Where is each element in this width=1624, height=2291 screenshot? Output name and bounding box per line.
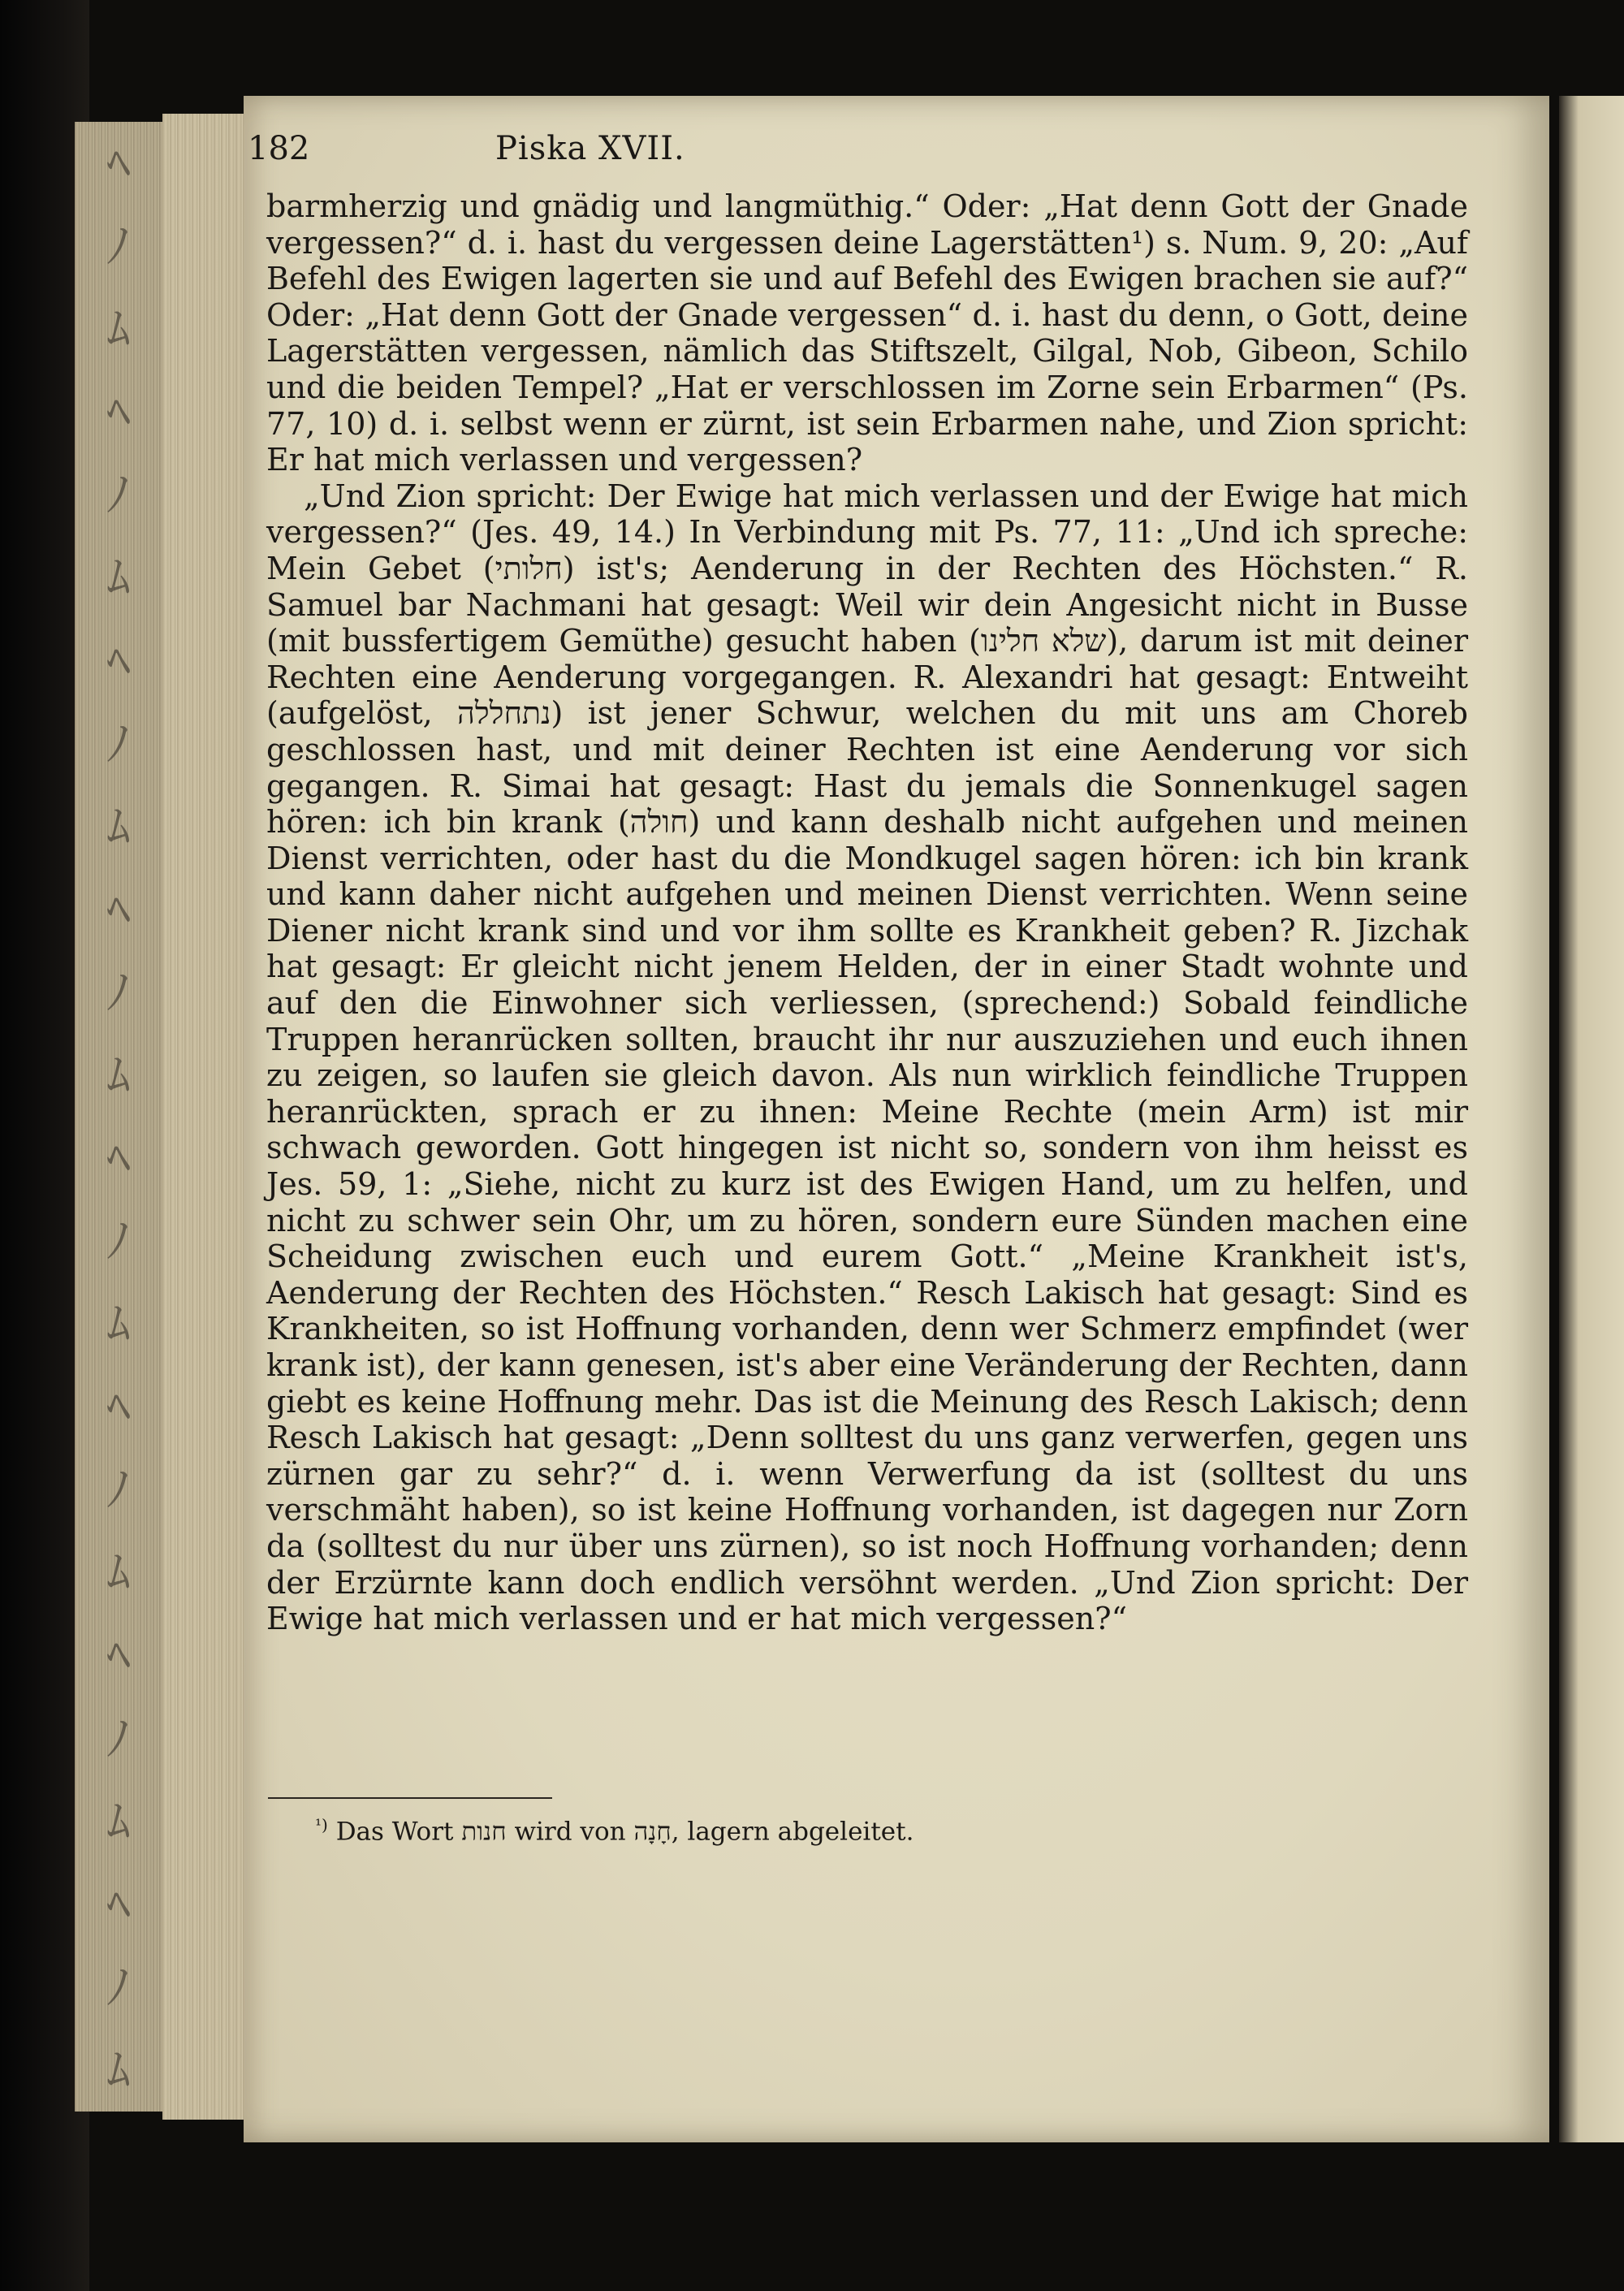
edge-pattern: ﾍ ﾉ ﾑ ﾍ ﾉ ﾑ ﾍ ﾉ ﾑ ﾍ ﾉ ﾑ ﾍ ﾉ ﾑ ﾍ ﾉ ﾑ ﾍ ﾉ ﾑ ﾍ ﾉ ﾑ	[106, 136, 131, 2098]
paragraph-2: „Und Zion spricht: Der Ewige hat mich verlassen und der Ewige hat mich vergessen?“ (Jes. 49, 14.) In Verbindung mit Ps. 77, 11: „Und ich spreche: Mein Gebet (חלותי) ist's; Aenderung in der Rechten des Höchsten.“ R. Samuel bar Nachmani hat gesagt: Weil wir dein Angesicht nicht in Busse (mit bussfertigem Gemüthe) gesucht haben (שלא חלינו), darum ist mit deiner Rechten eine Aenderung vorgegangen. R. Alexandri hat gesagt: Entweiht (aufgelöst, נתחללה) ist jener Schwur, welchen du mit uns am Choreb geschlossen hast, und mit deiner Rechten ist eine Aenderung vor sich gegangen. R. Simai hat gesagt: Hast du jemals die Sonnenkugel sagen hören: ich bin krank (חולה) und kann deshalb nicht aufgehen und meinen Dienst verrichten, oder hast du die Mondkugel sagen hören: ich bin krank und kann daher nicht aufgehen und meinen Dienst verrichten. Wenn seine Diener nicht krank sind und vor ihm sollte es Krankheit geben? R. Jizchak hat gesagt: Er gleicht nicht jenem Helden, der in einer Stadt wohnte und auf den die Einwohner sich verliessen, (sprechend:) Sobald feindliche Truppen heranrücken sollten, braucht ihr nur auszuziehen und euch ihnen zu zeigen, so laufen sie gleich davon. Als nun wirklich feindliche Truppen heranrückten, sprach er zu ihnen: Meine Rechte (mein Arm) ist mir schwach geworden. Gott hingegen ist nicht so, sondern von ihm heisst es Jes. 59, 1: „Siehe, nicht zu kurz ist des Ewigen Hand, um zu helfen, und nicht zu schwer sein Ohr, um zu hören, sondern eure Sünden machen eine Scheidung zwischen euch und eurem Gott.“ „Meine Krankheit ist's, Aenderung der Rechten des Höchsten.“ Resch Lakisch hat gesagt: Sind es Krankheiten, so ist Hoffnung vorhanden, denn wer Schmerz empfindet (wer krank ist), der kann genesen, ist's aber eine Veränderung der Rechten, dann giebt es keine Hoffnung mehr. Das ist die Meinung des Resch Lakisch; denn Resch Lakisch hat gesagt: „Denn solltest du uns ganz verwerfen, gegen uns zürnen gar zu sehr?“ d. i. wenn Verwerfung da ist (solltest du uns verschmäht haben), so ist keine Hoffnung vorhanden, ist dagegen nur Zorn da (solltest du nur über uns zürnen), so ist noch Hoffnung vorhanden; denn der Erzürnte kann doch endlich versöhnt werden. „Und Zion spricht: Der Ewige hat mich verlassen und er hat mich vergessen?“	[266, 478, 1468, 1637]
page-block-edge	[75, 122, 162, 2112]
page-number: 182	[248, 130, 310, 167]
footnote	[315, 1809, 1289, 1848]
running-title: Piska XVII.	[495, 130, 685, 167]
page-stack-edge	[162, 114, 247, 2120]
footnote-marker: ¹)	[315, 1815, 328, 1835]
running-header	[248, 130, 1092, 179]
footnote-text: Das Wort חנות wird von חָנָה, lagern abgeleitet.	[335, 1817, 914, 1847]
facing-page-edge	[1559, 96, 1624, 2142]
footnote-rule	[268, 1797, 552, 1799]
body-text	[266, 188, 1468, 1637]
paragraph-1: barmherzig und gnädig und langmüthig.“ Oder: „Hat denn Gott der Gnade vergessen?“ d. i. hast du vergessen deine Lagerstätten¹) s. Num. 9, 20: „Auf Befehl des Ewigen lagerten sie und auf Befehl des Ewigen brachen sie auf?“ Oder: „Hat denn Gott der Gnade vergessen“ d. i. hast du denn, o Gott, deine Lagerstätten vergessen, nämlich das Stiftszelt, Gilgal, Nob, Gibeon, Schilo und die beiden Tempel? „Hat er verschlossen im Zorne sein Erbarmen“ (Ps. 77, 10) d. i. selbst wenn er zürnt, ist sein Erbarmen nahe, und Zion spricht: Er hat mich verlassen und vergessen?	[266, 188, 1468, 478]
